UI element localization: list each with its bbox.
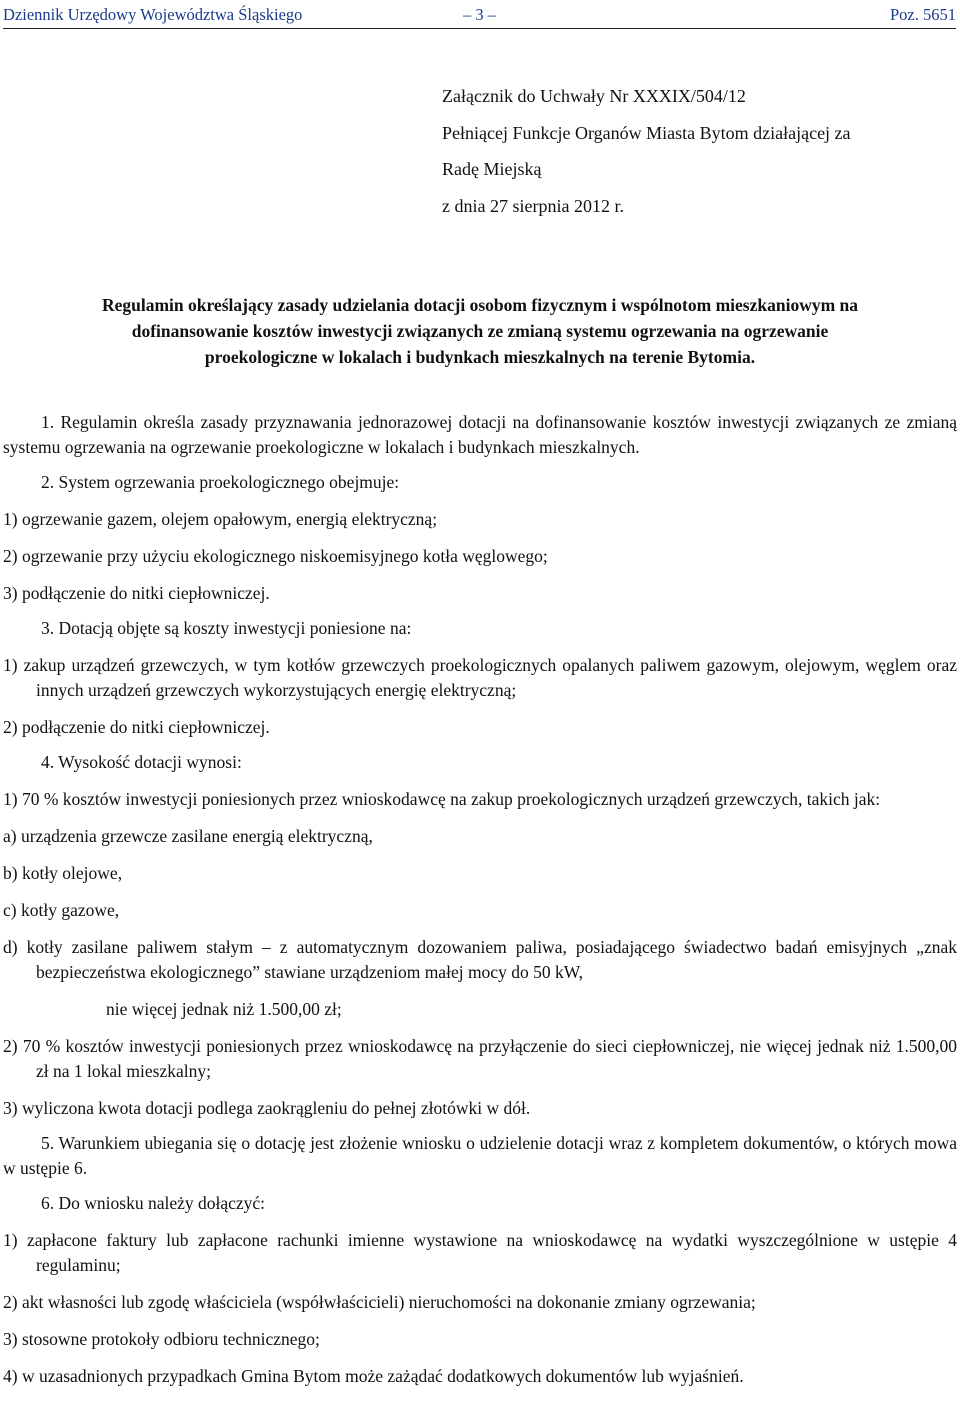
position-number: Poz. 5651	[890, 5, 956, 24]
section-6-item-2: 2) akt własności lub zgodę właściciela (współwłaścicieli) nieruchomości na dokonanie zmiany ogrzewania;	[3, 1292, 756, 1312]
title-line-1: Regulamin określający zasady udzielania dotacji osobom fizycznym i wspólnotom mieszkaniowym na	[101, 295, 859, 315]
section-2: 2. System ogrzewania proekologicznego obejmuje:	[41, 472, 400, 492]
section-6-item-4: 4) w uzasadnionych przypadkach Gmina Bytom może zażądać dodatkowych dokumentów lub wyjaśnień.	[3, 1366, 744, 1386]
section-2-item-3: 3) podłączenie do nitki ciepłowniczej.	[3, 583, 270, 603]
section-2-item-1: 1) ogrzewanie gazem, olejem opałowym, energią elektryczną;	[3, 509, 438, 529]
section-3: 3. Dotacją objęte są koszty inwestycji poniesione na:	[41, 618, 412, 638]
journal-title: Dziennik Urzędowy Województwa Śląskiego	[3, 5, 303, 24]
section-6-item-3: 3) stosowne protokoły odbioru technicznego;	[3, 1329, 320, 1349]
page-header	[3, 2, 956, 29]
section-6-item-1: 1) zapłacone faktury lub zapłacone rachunki imienne wystawione na wnioskodawcę na wydatki wyszczególnione w ustępie 4 regulaminu;	[3, 1230, 957, 1275]
attachment-line-3: Radę Miejską	[442, 159, 542, 179]
section-4-item-1a: a) urządzenia grzewcze zasilane energią elektryczną,	[3, 826, 373, 846]
title-line-3: proekologiczne w lokalach i budynkach mieszkalnych na terenie Bytomia.	[204, 347, 756, 367]
page-number: – 3 –	[463, 5, 496, 24]
document-title	[0, 292, 960, 370]
attachment-line-1: Załącznik do Uchwały Nr XXXIX/504/12	[442, 86, 746, 106]
section-4-item-3: 3) wyliczona kwota dotacji podlega zaokrągleniu do pełnej złotówki w dół.	[3, 1098, 531, 1118]
section-3-item-1: 1) zakup urządzeń grzewczych, w tym kotłów grzewczych proekologicznych opalanych paliwem gazowym, olejowym, węglem oraz innych urządzeń grzewczych wykorzystujących energię elektryczną;	[3, 655, 957, 700]
section-6: 6. Do wniosku należy dołączyć:	[41, 1193, 266, 1213]
section-2-item-2: 2) ogrzewanie przy użyciu ekologicznego niskoemisyjnego kotła węglowego;	[3, 546, 548, 566]
attachment-line-2: Pełniącej Funkcje Organów Miasta Bytom działającej za	[442, 122, 851, 143]
section-5: 5. Warunkiem ubiegania się o dotację jest złożenie wniosku o udzielenie dotacji wraz z kompletem dokumentów, o których mowa w ustępie 6.	[3, 1133, 957, 1178]
attachment-line-4: z dnia 27 sierpnia 2012 r.	[442, 195, 624, 216]
section-4: 4. Wysokość dotacji wynosi:	[41, 752, 242, 772]
section-4-item-2: 2) 70 % kosztów inwestycji poniesionych przez wnioskodawcę na przyłączenie do sieci ciepłowniczej, nie więcej jednak niż 1.500,00 zł na 1 lokal mieszkalny;	[3, 1036, 957, 1081]
document-body	[3, 410, 957, 1389]
section-4-item-1: 1) 70 % kosztów inwestycji poniesionych przez wnioskodawcę na zakup proekologicznych urządzeń grzewczych, takich jak:	[3, 789, 881, 809]
section-1: 1. Regulamin określa zasady przyznawania jednorazowej dotacji na dofinansowanie kosztów inwestycji związanych ze zmianą systemu ogrzewania na ogrzewanie proekologiczne w lokalach i budynkach mieszkalnych.	[3, 412, 957, 457]
section-4-item-1d: d) kotły zasilane paliwem stałym – z automatycznym dozowaniem paliwa, posiadającego świadectwo badań emisyjnych „znak bezpieczeństwa ekologicznego” stawiane urządzeniom małej mocy do 50 kW,	[3, 937, 957, 982]
section-4-item-1c: c) kotły gazowe,	[3, 900, 120, 920]
section-4-item-1b: b) kotły olejowe,	[3, 863, 123, 883]
section-3-item-2: 2) podłączenie do nitki ciepłowniczej.	[3, 717, 270, 737]
title-line-2: dofinansowanie kosztów inwestycji związanych ze zmianą systemu ogrzewania na ogrzewanie	[131, 321, 829, 341]
section-4-item-1d-continuation: nie więcej jednak niż 1.500,00 zł;	[106, 999, 342, 1019]
attachment-note	[442, 78, 952, 224]
